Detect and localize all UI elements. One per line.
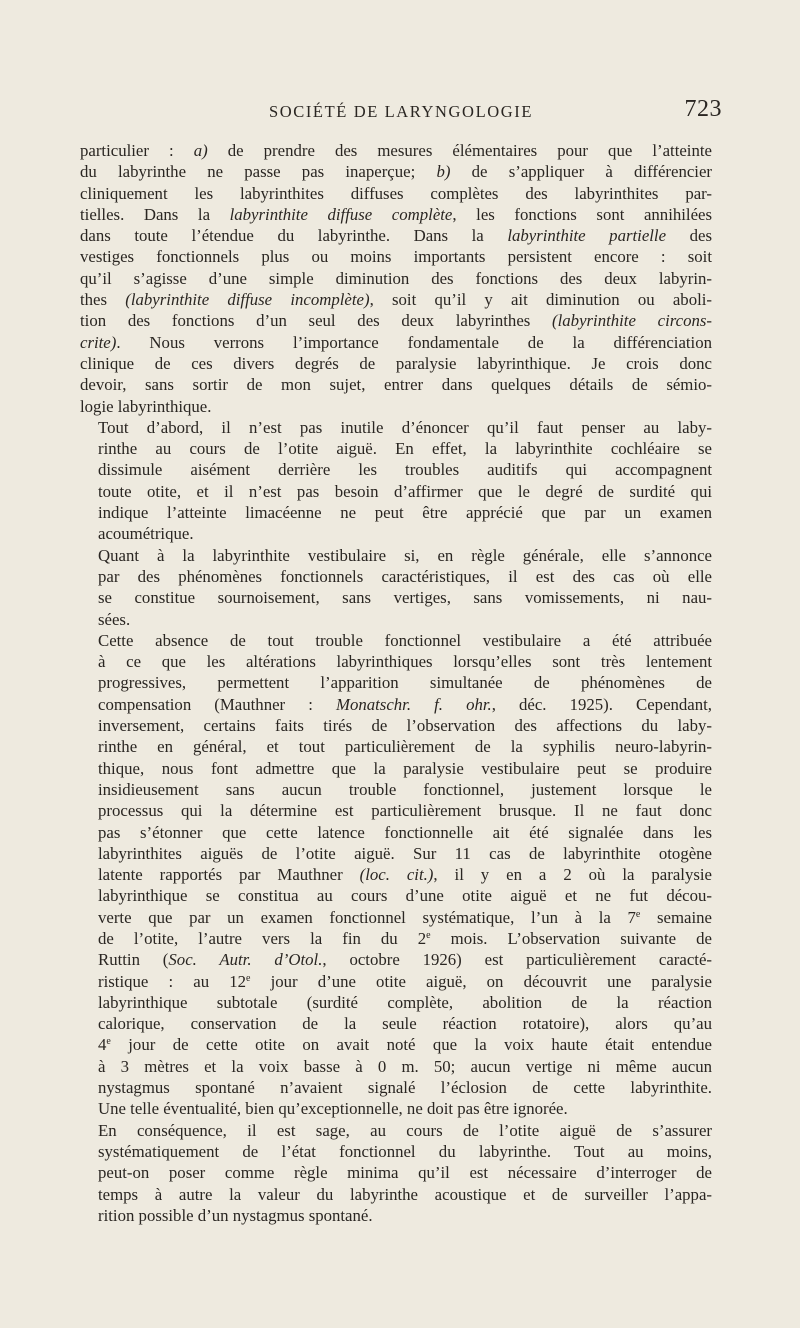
text-line: se constitue sournoisement, sans vertiges, sans vomissements, ni nau- xyxy=(98,588,712,608)
text-line: thes (labyrinthite diffuse incomplète), soit qu’il y ait diminution ou aboli- xyxy=(80,290,712,310)
text-line: dans toute l’étendue du labyrinthe. Dans la labyrinthite partielle des xyxy=(80,226,712,246)
paragraph xyxy=(80,630,712,1120)
running-head: SOCIÉTÉ DE LARYNGOLOGIE xyxy=(268,102,534,121)
text-line: de l’otite, l’autre vers la fin du 2e mois. L’observation suivante de xyxy=(98,928,713,948)
text-line: logie labyrinthique. xyxy=(80,396,212,416)
text-line: verte que par un examen fonctionnel systématique, l’un à la 7e semaine xyxy=(98,907,712,927)
page-number: 723 xyxy=(684,96,722,122)
text-line: peut-on poser comme règle minima qu’il est nécessaire d’interroger de xyxy=(98,1163,712,1183)
text-line: 4e jour de cette otite on avait noté que la voix haute était entendue xyxy=(98,1035,712,1055)
text-line: Cette absence de tout trouble fonctionnel vestibulaire a été attribuée xyxy=(98,630,712,650)
text-line: tielles. Dans la labyrinthite diffuse complète, les fonctions sont annihilées xyxy=(80,204,712,224)
text-line: rition possible d’un nystagmus spontané. xyxy=(98,1205,373,1225)
text-line: insidieusement sans aucun trouble fonctionnel, justement lorsque le xyxy=(98,779,712,799)
paragraph xyxy=(80,545,712,630)
text-line: toute otite, et il n’est pas besoin d’affirmer que le degré de surdité qui xyxy=(98,481,712,501)
text-line: inversement, certains faits tirés de l’observation des affections du laby- xyxy=(98,716,712,736)
text-line: labyrinthique subtotale (surdité complète, abolition de la réaction xyxy=(98,992,712,1012)
text-line: Ruttin (Soc. Autr. d’Otol., octobre 1926) est particulièrement caracté- xyxy=(98,950,712,970)
text-line: Une telle éventualité, bien qu’exceptionnelle, ne doit pas être ignorée. xyxy=(98,1099,568,1119)
text-line: systématiquement de l’état fonctionnel du labyrinthe. Tout au moins, xyxy=(98,1141,712,1161)
text-line: tion des fonctions d’un seul des deux labyrinthes (labyrinthite circons- xyxy=(80,311,713,331)
text-line: sées. xyxy=(98,609,131,629)
text-line: labyrinthites aiguës de l’otite aiguë. Sur 11 cas de labyrinthite otogène xyxy=(98,843,712,863)
text-line: à ce que les altérations labyrinthiques lorsqu’elles sont très lentement xyxy=(98,652,712,672)
text-line: En conséquence, il est sage, au cours de l’otite aiguë de s’assurer xyxy=(98,1120,712,1140)
text-line: latente rapportés par Mauthner (loc. cit.), il y en a 2 où la paralysie xyxy=(98,865,712,885)
text-line: rinthe au cours de l’otite aiguë. En effet, la labyrinthite cochléaire se xyxy=(98,439,712,459)
text-line: dissimule aisément derrière les troubles auditifs qui accompagnent xyxy=(98,460,712,480)
text-line: vestiges fonctionnels plus ou moins importants persistent encore : soit xyxy=(80,247,712,267)
text-line: rinthe en général, et tout particulièrement de la syphilis neuro-labyrin- xyxy=(98,737,712,757)
text-line: ristique : au 12e jour d’une otite aiguë, on découvrit une paralysie xyxy=(98,971,712,991)
page-header xyxy=(80,96,722,126)
text-line: par des phénomènes fonctionnels caractéristiques, il est des cas où elle xyxy=(98,566,712,586)
body-text xyxy=(80,140,712,1226)
text-line: temps à autre la valeur du labyrinthe acoustique et de surveiller l’appa- xyxy=(98,1184,712,1204)
text-line: progressives, permettent l’apparition simultanée de phénomènes de xyxy=(98,673,712,693)
text-line: labyrinthique se constitua au cours d’une otite aiguë et ne fut décou- xyxy=(98,886,712,906)
text-line: qu’il s’agisse d’une simple diminution des fonctions des deux labyrin- xyxy=(80,268,712,288)
paragraph xyxy=(80,140,712,417)
text-line: du labyrinthe ne passe pas inaperçue; b) de s’appliquer à différencier xyxy=(80,162,712,182)
text-line: thique, nous font admettre que la paralysie vestibulaire peut se produire xyxy=(98,758,712,778)
text-line: à 3 mètres et la voix basse à 0 m. 50; aucun vertige ni même aucun xyxy=(98,1056,712,1076)
text-line: cliniquement les labyrinthites diffuses complètes des labyrinthites par- xyxy=(80,183,712,203)
text-line: devoir, sans sortir de mon sujet, entrer dans quelques détails de sémio- xyxy=(80,375,712,395)
text-line: pas s’étonner que cette latence fonctionnelle ait été signalée dans les xyxy=(98,822,712,842)
text-line: acoumétrique. xyxy=(98,524,194,544)
text-line: nystagmus spontané n’avaient signalé l’éclosion de cette labyrinthite. xyxy=(98,1078,712,1098)
text-line: processus qui la détermine est particulièrement brusque. Il ne faut donc xyxy=(98,801,712,821)
text-line: particulier : a) de prendre des mesures élémentaires pour que l’atteinte xyxy=(80,141,712,160)
paragraph xyxy=(80,417,712,545)
text-line: Quant à la labyrinthite vestibulaire si, en règle générale, elle s’annonce xyxy=(98,545,712,565)
text-line: calorique, conservation de la seule réaction rotatoire), alors qu’au xyxy=(98,1014,712,1034)
text-line: clinique de ces divers degrés de paralysie labyrinthique. Je crois donc xyxy=(80,353,712,373)
text-line: crite). Nous verrons l’importance fondamentale de la différenciation xyxy=(80,332,712,352)
text-line: Tout d’abord, il n’est pas inutile d’énoncer qu’il faut penser au laby- xyxy=(98,417,712,437)
text-line: indique l’atteinte limacéenne ne peut être apprécié que par un examen xyxy=(98,503,712,523)
paragraph xyxy=(80,1120,712,1226)
text-line: compensation (Mauthner : Monatschr. f. ohr., déc. 1925). Cependant, xyxy=(98,694,712,714)
